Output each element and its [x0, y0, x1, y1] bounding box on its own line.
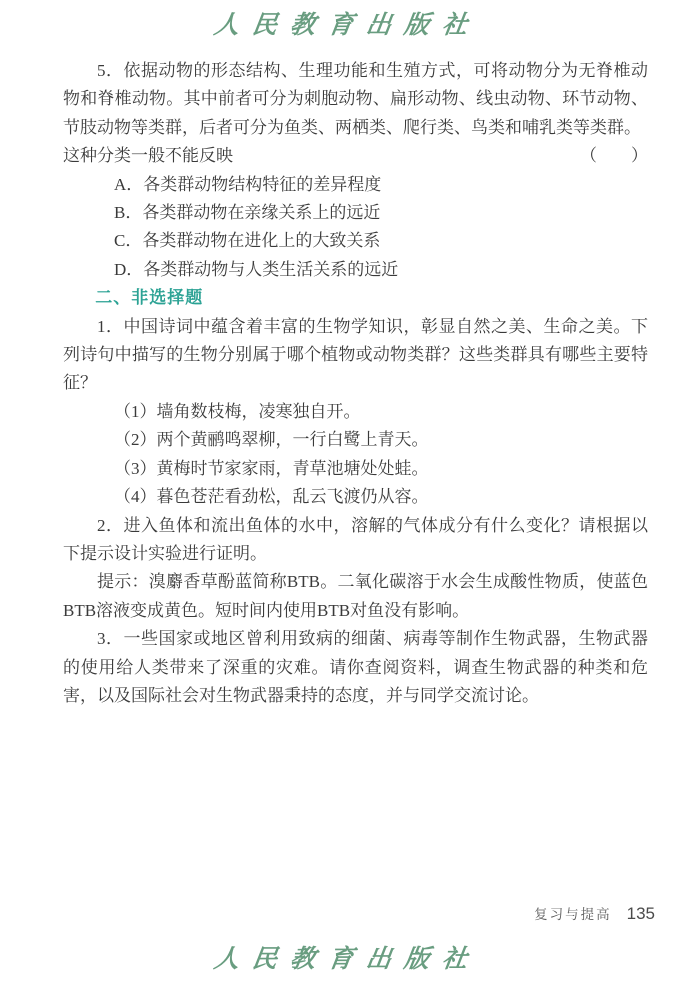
question-5-tail-line — [63, 142, 648, 170]
question-5-option-a: A．各类群动物结构特征的差异程度 — [114, 174, 382, 194]
answer-bracket: （ ） — [580, 146, 648, 166]
question-1-poem-2: （2）两个黄鹂鸣翠柳，一行白鹭上青天。 — [114, 430, 429, 450]
question-1-text: 1．中国诗词中蕴含着丰富的生物学知识，彰显自然之美、生命之美。下列诗句中描写的生物分别属于哪个植物或动物类群？这些类群具有哪些主要特征？ — [63, 316, 648, 393]
question-5-option-d: D．各类群动物与人类生活关系的远近 — [114, 259, 399, 279]
question-5-option-c: C．各类群动物在进化上的大致关系 — [114, 231, 381, 251]
page-footer — [534, 903, 655, 924]
publisher-watermark-bottom: 人民教育出版社 — [212, 944, 483, 973]
question-5-stem: 5．依据动物的形态结构、生理功能和生殖方式，可将动物分为无脊椎动物和脊椎动物。其中前者可分为刺胞动物、扁形动物、线虫动物、环节动物、节肢动物等类群，后者可分为鱼类、两栖类、爬行类、鸟类和哺乳类等类群。 — [63, 61, 648, 137]
question-2-hint: 提示：溴麝香草酚蓝简称BTB。二氧化碳溶于水会生成酸性物质，使蓝色BTB溶液变成黄色。短时间内使用BTB对鱼没有影响。 — [63, 572, 648, 620]
page-content — [63, 57, 648, 710]
question-1-poem-1: （1）墙角数枝梅，凌寒独自开。 — [114, 401, 361, 421]
question-1-poem-4: （4）暮色苍茫看劲松，乱云飞渡仍从容。 — [114, 487, 429, 507]
question-5-option-b: B．各类群动物在亲缘关系上的远近 — [114, 203, 381, 223]
section-heading-non-choice: 二、非选择题 — [95, 288, 204, 308]
question-2-text: 2．进入鱼体和流出鱼体的水中，溶解的气体成分有什么变化？请根据以下提示设计实验进行证明。 — [63, 515, 648, 563]
question-3-text: 3．一些国家或地区曾利用致病的细菌、病毒等制作生物武器，生物武器的使用给人类带来了深重的灾难。请你查阅资料，调查生物武器的种类和危害，以及国际社会对生物武器秉持的态度，并与同学交流讨论。 — [63, 629, 648, 705]
question-1-poem-3: （3）黄梅时节家家雨，青草池塘处处蛙。 — [114, 458, 429, 478]
publisher-watermark-top: 人民教育出版社 — [212, 10, 483, 39]
footer-page-number: 135 — [626, 904, 655, 923]
footer-section-label: 复习与提高 — [534, 907, 612, 922]
question-5-tail: 这种分类一般不能反映 — [63, 146, 233, 166]
